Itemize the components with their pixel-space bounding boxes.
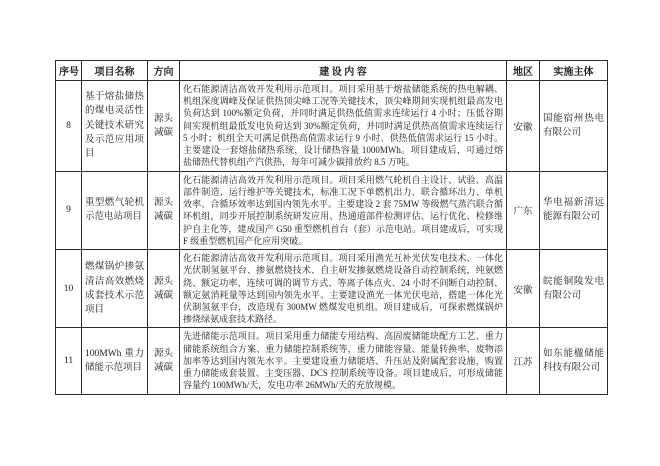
table-row [56, 171, 608, 249]
cell-construction-content: 先进储能示范项目。项目采用重力储能专用结构、高固废储能块配方工艺、重力储能系统组合方案、重力储能控制系统等，重力储能容量、能量转换率、废物添加率等达到国内领先水平。主要建设重力储能塔、升压站及附属配套设施，购置重力储能成套装置、主变压器、DCS 控制系统等设备。项目建成后，可形成储能容量约 100MWh/天，发电功率 26MWh/天的充放规模。 [180, 328, 507, 394]
cell-implementing-entity: 如东能楹储能科技有限公司 [540, 328, 608, 394]
header-serial-number: 序号 [56, 61, 82, 81]
table-header-row [56, 61, 608, 81]
cell-serial-number: 9 [56, 171, 82, 249]
header-region: 地区 [507, 61, 540, 81]
cell-implementing-entity: 华电福新清远能源有限公司 [540, 171, 608, 249]
cell-project-name: 100MWh 重力储能示范项目 [82, 328, 148, 394]
header-construction-content: 建 设 内 容 [180, 61, 507, 81]
cell-implementing-entity: 国能宿州热电有限公司 [540, 81, 608, 172]
cell-direction: 源头减碳 [148, 81, 180, 172]
cell-construction-content: 化石能源清洁高效开发利用示范项目。项目采用基于熔盐储能系统的热电解耦、机组深度调峰及保证供热顶尖峰工况等关键技术，顶尖峰期间实现机组最高发电负荷达到 100%额定负荷，并同时满足供热低值需求连续运行 4 小时；压低谷期间实现机组最低发电负荷达到 30%额定负荷，并同时满足供热高值需求连续运行 5 小时；机组全天可满足供热高值需求运行 9 小时、供热低值需求运行 15 小时。主要建设一套熔盐储热系统，设计储热容量 1000MWh。项目建成后，可通过熔盐储热代替机组产汽供热，每年可减少碳排放约 8.5 万吨。 [180, 81, 507, 172]
cell-serial-number: 8 [56, 81, 82, 172]
cell-region: 安徽 [507, 250, 540, 328]
cell-construction-content: 化石能源清洁高效开发利用示范项目。项目采用燃气轮机自主设计、试验、高温部件制造、运行维护等关键技术，标准工况下单燃机出力、联合循环出力、单机效率、合循环效率达到国内领先水平。主要建设 2 套 75MW 等级燃气蒸汽联合循环机组，同步开展控制系统研发应用、热通道部件检测评估、运行优化、检修维护自主化等，建成国产 G50 重型燃机首台（套）示范电站。项目建成后，可实现 F 级重型燃机国产化应用突破。 [180, 171, 507, 249]
header-implementing-entity: 实施主体 [540, 61, 608, 81]
cell-direction: 源头减碳 [148, 250, 180, 328]
cell-serial-number: 10 [56, 250, 82, 328]
projects-table [55, 60, 608, 395]
table-row [56, 81, 608, 172]
table-row [56, 250, 608, 328]
cell-construction-content: 化石能源清洁高效开发利用示范项目。项目采用渔光互补光伏发电技术、一体化光伏制氢氨平台、掺氨燃烧技术、自主研发掺氨燃烧设备自动控制系统，纯氨燃烧、额定功率、连续可调的调节方式、等离子体点火、24 小时不间断自动控制、额定氨消耗量等达到国内领先水平。主要建设渔光一体光伏电站，搭建一体化光伏制氢氨平台，改造现有 300MW 燃煤发电机组。项目建成后，可探索燃煤锅炉掺烧绿氨成套技术路径。 [180, 250, 507, 328]
cell-region: 广东 [507, 171, 540, 249]
cell-direction: 源头减碳 [148, 328, 180, 394]
cell-implementing-entity: 皖能铜陵发电有限公司 [540, 250, 608, 328]
cell-region: 安徽 [507, 81, 540, 172]
cell-project-name: 重型燃气轮机示范电站项目 [82, 171, 148, 249]
cell-serial-number: 11 [56, 328, 82, 394]
table-row [56, 328, 608, 394]
cell-project-name: 基于熔盐储热的煤电灵活性关键技术研究及示范应用项目 [82, 81, 148, 172]
cell-direction: 源头减碳 [148, 171, 180, 249]
cell-region: 江苏 [507, 328, 540, 394]
header-project-name: 项目名称 [82, 61, 148, 81]
cell-project-name: 燃煤锅炉掺氨清洁高效燃烧成套技术示范项目 [82, 250, 148, 328]
header-direction: 方向 [148, 61, 180, 81]
